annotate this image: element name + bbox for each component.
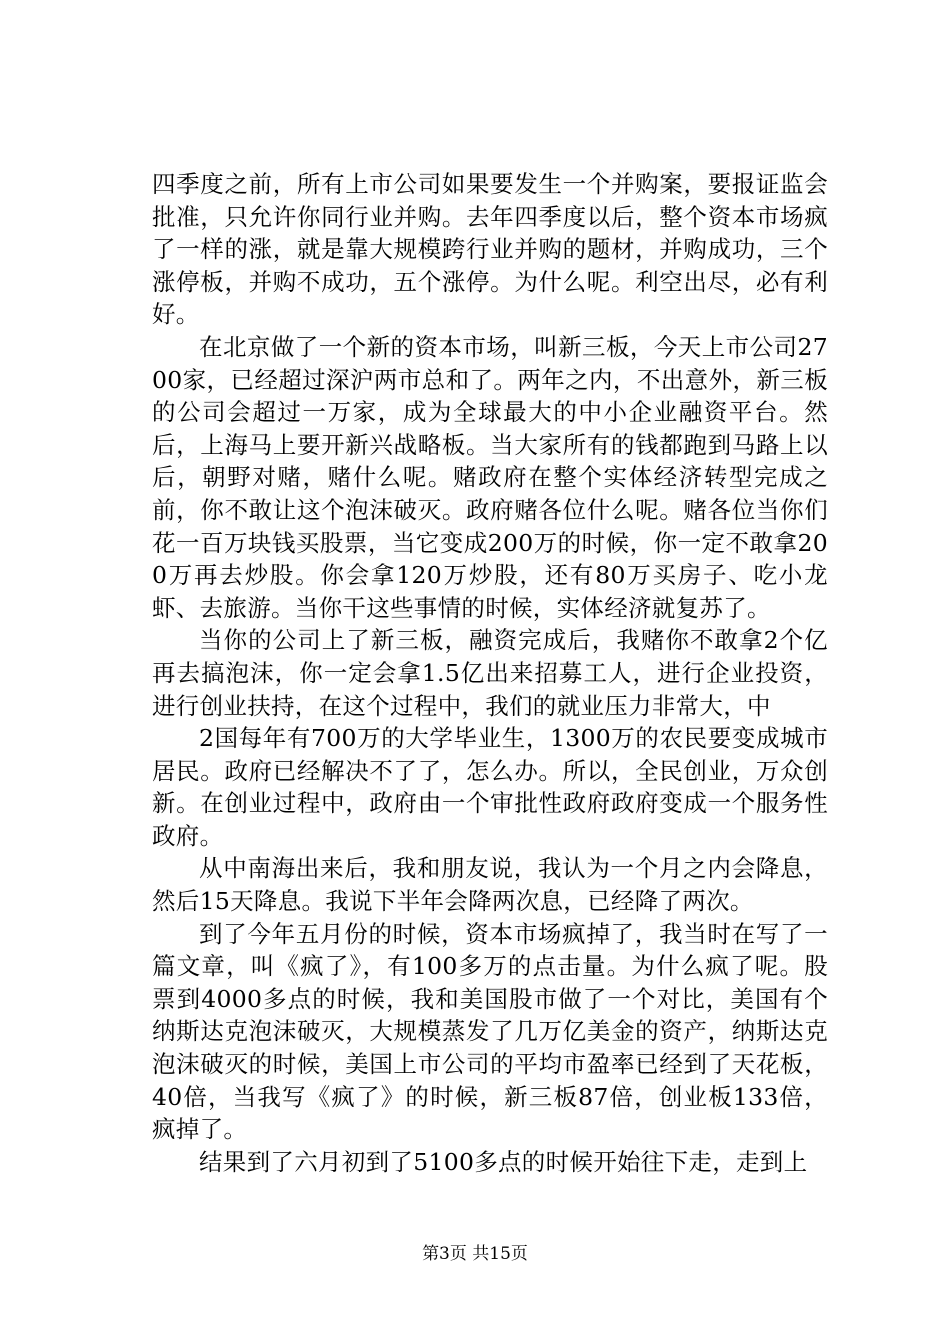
paragraph-4: 2国每年有700万的大学毕业生，1300万的农民要变成城市居民。政府已经解决不了了，怎么办。所以，全民创业，万众创新。在创业过程中，政府由一个审批性政府政府变成一个服务性政府。 <box>152 724 828 850</box>
paragraph-3: 当你的公司上了新三板，融资完成后，我赌你不敢拿2个亿再去搞泡沫，你一定会拿1.5亿出来招募工人，进行企业投资，进行创业扶持，在这个过程中，我们的就业压力非常大，中 <box>152 626 828 720</box>
paragraph-5: 从中南海出来后，我和朋友说，我认为一个月之内会降息，然后15天降息。我说下半年会降两次息，已经降了两次。 <box>152 854 828 916</box>
paragraph-6: 到了今年五月份的时候，资本市场疯掉了，我当时在写了一篇文章，叫《疯了》，有100多万的点击量。为什么疯了呢。股票到4000多点的时候，我和美国股市做了一个对比，美国有个纳斯达克泡沫破灭，大规模蒸发了几万亿美金的资产，纳斯达克泡沫破灭的时候，美国上市公司的平均市盈率已经到了天花板，40倍，当我写《疯了》的时候，新三板87倍，创业板133倍，疯掉了。 <box>152 919 828 1144</box>
body-text <box>152 168 828 1178</box>
paragraph-1: 四季度之前，所有上市公司如果要发生一个并购案，要报证监会批准，只允许你同行业并购。去年四季度以后，整个资本市场疯了一样的涨，就是靠大规模跨行业并购的题材，并购成功，三个涨停板，并购不成功，五个涨停。为什么呢。利空出尽，必有利好。 <box>152 170 828 329</box>
paragraph-7: 结果到了六月初到了5100多点的时候开始往下走，走到上 <box>199 1147 808 1176</box>
paragraph-2: 在北京做了一个新的资本市场，叫新三板，今天上市公司2700家，已经超过深沪两市总和了。两年之内，不出意外，新三板的公司会超过一万家，成为全球最大的中小企业融资平台。然后，上海马上要开新兴战略板。当大家所有的钱都跑到马路上以后，朝野对赌，赌什么呢。赌政府在整个实体经济转型完成之前，你不敢让这个泡沫破灭。政府赌各位什么呢。赌各位当你们花一百万块钱买股票，当它变成200万的时候，你一定不敢拿200万再去炒股。你会拿120万炒股，还有80万买房子、吃小龙虾、去旅游。当你干这些事情的时候，实体经济就复苏了。 <box>152 332 828 622</box>
page-number-footer: 第3页 共15页 <box>422 1244 528 1264</box>
